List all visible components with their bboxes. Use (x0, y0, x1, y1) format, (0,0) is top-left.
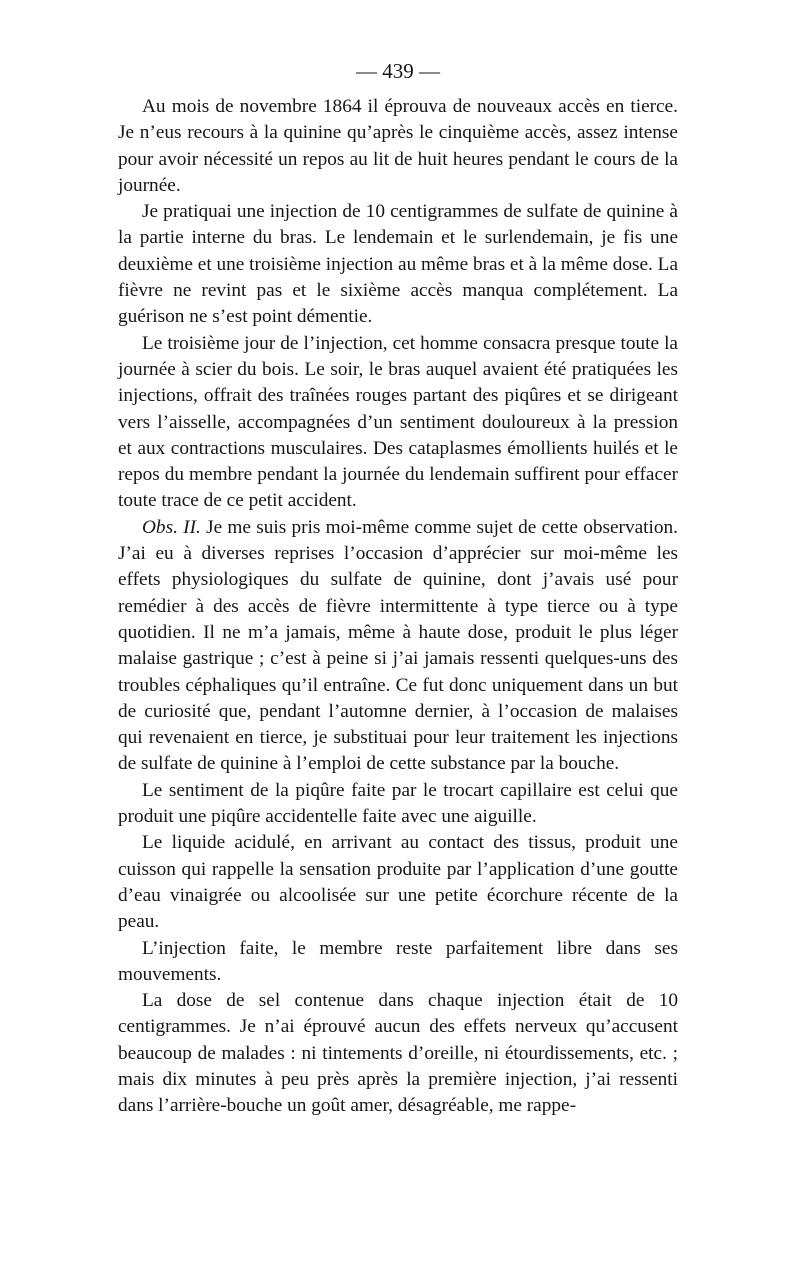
page-number: — 439 — (356, 59, 440, 83)
paragraph-6: L’injection faite, le membre reste parfaitement libre dans ses mouvements. (118, 937, 678, 985)
paragraph-5: Le liquide acidulé, en arrivant au contact des tissus, produit une cuisson qui rappelle la sensation produite par l’application d’une goutte d’eau vinaigrée ou alcoolisée sur une petite écorchure récente de la peau. (118, 832, 678, 933)
observation-label: Obs. II. (142, 516, 201, 538)
observation-text: Je me suis pris moi-même comme sujet de cette observation. J’ai eu à diverses reprises l’occasion d’apprécier sur moi-même les effets physiologiques du sulfate de quinine, dont j’avais usé pour remédier à des accès de fièvre intermittente à type tierce ou à type quotidien. Il ne m’a jamais, même à haute dose, produit le plus léger malaise gastrique ; c’est à peine si j’ai jamais ressenti quelques-uns des troubles céphaliques qu’il entraîne. Ce fut donc uniquement dans un but de curiosité que, pendant l’automne dernier, à l’occasion de malaises qui revenaient en tierce, je substituai pour leur traitement les injections de sulfate de quinine à l’emploi de cette substance par la bouche. (118, 516, 678, 775)
paragraph-3: Le troisième jour de l’injection, cet homme consacra presque toute la journée à scier du bois. Le soir, le bras auquel avaient été pratiquées les injections, offrait des traînées rouges partant des piqûres et se dirigeant vers l’aisselle, accompagnées d’un sentiment douloureux à la pression et aux contractions musculaires. Des cataplasmes émollients huilés et le repos du membre pendant la journée du lendemain suffirent pour effacer toute trace de ce petit accident. (118, 332, 678, 512)
observation-paragraph (118, 515, 678, 778)
paragraph-2: Je pratiquai une injection de 10 centigrammes de sulfate de quinine à la partie interne du bras. Le lendemain et le surlendemain, je fis une deuxième et une troisième injection au même bras et à la même dose. La fièvre ne revint pas et le sixième accès manqua complétement. La guérison ne s’est point démentie. (118, 201, 679, 328)
paragraph-1: Au mois de novembre 1864 il éprouva de nouveaux accès en tierce. Je n’eus recours à la quinine qu’après le cinquième accès, assez intense pour avoir nécessité un repos au lit de huit heures pendant le cours de la journée. (118, 96, 678, 196)
paragraph-4: Le sentiment de la piqûre faite par le trocart capillaire est celui que produit une piqûre accidentelle faite avec une aiguille. (118, 779, 678, 828)
paragraph-7: La dose de sel contenue dans chaque injection était de 10 centigrammes. Je n’ai éprouvé aucun des effets nerveux qu’accusent beaucoup de malades : ni tintements d’oreille, ni étourdissements, etc. ; mais dix minutes à peu près après la première injection, j’ai ressenti dans l’arrière-bouche un goût amer, désagréable, me rappe- (118, 990, 678, 1117)
document-page (118, 56, 678, 1120)
